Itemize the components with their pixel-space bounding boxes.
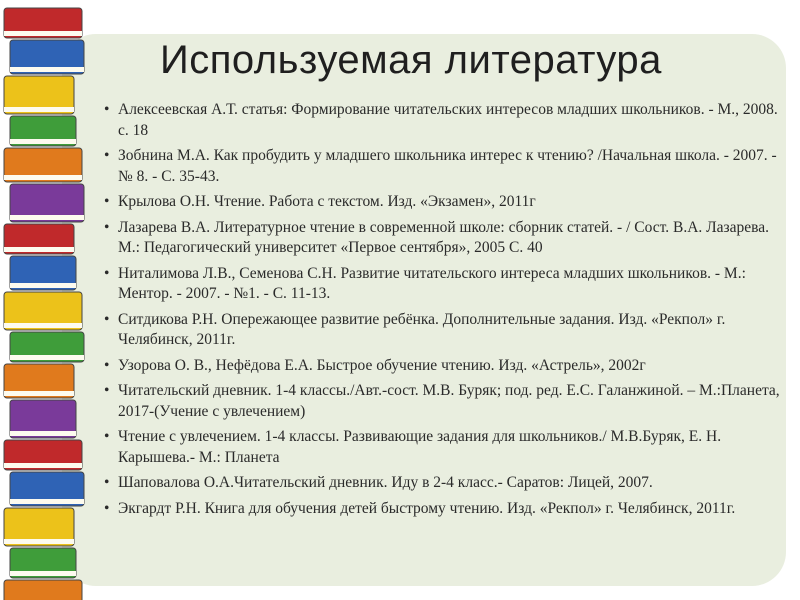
book-icon [10, 472, 84, 506]
reference-item: • Крылова О.Н. Чтение. Работа с текстом. Изд. «Экзамен», 2011г [104, 192, 784, 213]
reference-item: • Читательский дневник. 1-4 классы./Авт.-сост. М.В. Буряк; под. ред. Е.С. Галанжиной. – М.:Планета, 2017-(Учение с увлечением) [104, 381, 784, 422]
reference-item: • Чтение с увлечением. 1-4 классы. Развивающие задания для школьников./ М.В.Буряк, Е. Н. Карышева.- М.: Планета [104, 427, 784, 468]
book-icon [4, 364, 74, 398]
book-icon [10, 332, 84, 362]
book-icon [10, 256, 76, 290]
reference-item: • Лазарева В.А. Литературное чтение в современной школе: сборник статей. - / Сост. В.А. Лазарева. М.: Педагогический университет «Первое сентября», 2005 С. 40 [104, 218, 784, 259]
book-icon [4, 508, 74, 546]
book-icon [4, 580, 82, 600]
reference-item: • Узорова О. В., Нефёдова Е.А. Быстрое обучение чтению. Изд. «Астрель», 2002г [104, 356, 784, 377]
book-icon [4, 292, 82, 330]
book-icon [4, 440, 82, 470]
book-icon [10, 184, 84, 222]
book-icon [10, 40, 84, 74]
book-stack-illustration [0, 0, 110, 600]
reference-item: • Зобнина М.А. Как пробудить у младшего школьника интерес к чтению? /Начальная школа. - 2007. - № 8. - С. 35-43. [104, 146, 784, 187]
book-icon [10, 116, 76, 146]
reference-item: • Ниталимова Л.В., Семенова С.Н. Развитие читательского интереса младших школьников. - М.: Ментор. - 2007. - №1. - С. 11-13. [104, 264, 784, 305]
reference-item: • Алексеевская А.Т. статья: Формирование читательских интересов младших школьников. - М., 2008. с. 18 [104, 100, 784, 141]
reference-item: • Экгардт Р.Н. Книга для обучения детей быстрому чтению. Изд. «Рекпол» г. Челябинск, 2011г. [104, 499, 784, 520]
book-icon [4, 76, 74, 114]
book-icon [10, 548, 76, 578]
reference-item: • Шаповалова О.А.Читательский дневник. Иду в 2-4 класс.- Саратов: Лицей, 2007. [104, 473, 784, 494]
reference-list [104, 100, 784, 524]
book-icon [10, 400, 76, 438]
reference-item: • Ситдикова Р.Н. Опережающее развитие ребёнка. Дополнительные задания. Изд. «Рекпол» г. Челябинск, 2011г. [104, 310, 784, 351]
book-icon [4, 8, 82, 38]
slide-title: Используемая литература [160, 38, 662, 82]
book-icon [4, 224, 74, 254]
book-icon [4, 148, 82, 182]
